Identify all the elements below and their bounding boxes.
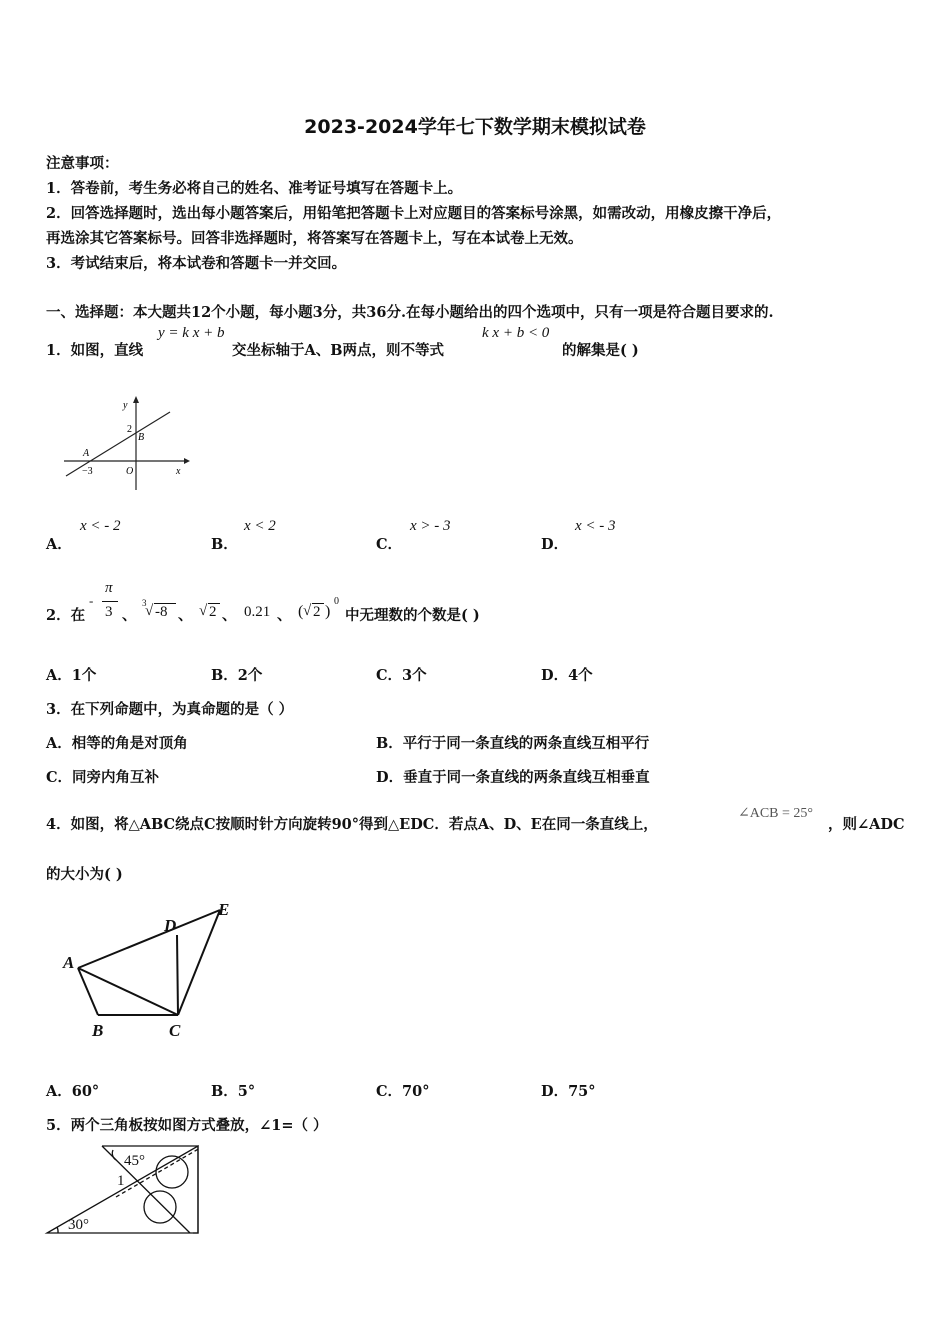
line-DC <box>177 935 178 1015</box>
q1-option-b-letter: B． <box>211 536 238 553</box>
q2-exponent: 0 <box>334 596 339 607</box>
q4-option-a: A．60° <box>46 1083 100 1100</box>
q4-stem-line2: 的大小为( ) <box>46 866 123 883</box>
q1-option-b-math: x < 2 <box>244 518 276 534</box>
q2-option-d: D．4个 <box>541 667 593 684</box>
q1-middle: 交坐标轴于A、B两点，则不等式 <box>232 342 445 359</box>
angle-30-arc <box>57 1227 58 1233</box>
q3-stem: 3．在下列命题中，为真命题的是（ ） <box>46 701 294 718</box>
q1-option-a-letter: A． <box>46 536 72 553</box>
q1-formula-inequality: k x + b < 0 <box>482 325 550 341</box>
q2-minus: - <box>89 593 94 608</box>
line-AE <box>78 910 220 968</box>
y-axis-arrow <box>133 396 139 403</box>
q3-option-c: C．同旁内角互补 <box>46 769 160 786</box>
q5-stem: 5．两个三角板按如图方式叠放，∠1=（ ） <box>46 1117 328 1134</box>
q2-paren-sqrt-arg: 2 <box>313 604 321 620</box>
label-A: A <box>83 448 90 459</box>
q1-suffix: 的解集是( ) <box>562 342 639 359</box>
q4-figure <box>56 895 246 1045</box>
q2-paren-close: ) <box>325 603 331 620</box>
q2-cbrt-arg: -8 <box>155 604 168 620</box>
q2-option-a: A．1个 <box>46 667 97 684</box>
q1-formula-line: y = k x + b <box>158 325 225 341</box>
q2-sep2: 、 <box>178 607 193 624</box>
notice-item-2: 2．回答选择题时，选出每小题答案后，用铅笔把答题卡上对应题目的答案标号涂黑，如需改动，用橡皮擦干净后， <box>46 205 782 222</box>
circle-bottom <box>144 1191 176 1223</box>
label-A: A <box>63 953 75 972</box>
q2-sep3: 、 <box>222 607 237 624</box>
radical-icon: √ <box>145 603 154 619</box>
q1-prefix: 1．如图，直线 <box>46 342 144 359</box>
q2-option-c: C．3个 <box>376 667 427 684</box>
label-30: 30° <box>68 1217 89 1233</box>
label-45: 45° <box>124 1153 145 1169</box>
q3-option-a: A．相等的角是对顶角 <box>46 735 188 752</box>
label-B: B <box>138 432 145 443</box>
q1-option-c-letter: C． <box>376 536 403 553</box>
q2-pi: π <box>105 580 113 596</box>
q1-option-d-math: x < - 3 <box>575 518 616 534</box>
label-2: 2 <box>127 424 132 435</box>
q1-graph <box>56 390 192 496</box>
q4-angle-formula: ∠ACB = 25° <box>738 806 814 821</box>
q2-paren-open: ( <box>298 603 304 620</box>
label-O: O <box>126 466 134 477</box>
q3-option-b: B．平行于同一条直线的两条直线互相平行 <box>376 735 650 752</box>
q1-option-d-letter: D． <box>541 536 569 553</box>
notice-item-3: 3．考试结束后，将本试卷和答题卡一并交回。 <box>46 255 347 272</box>
page-title: 2023-2024学年七下数学期末模拟试卷 <box>304 116 646 138</box>
x-axis-label: x <box>176 466 181 477</box>
radical-icon: √ <box>303 603 312 619</box>
q2-fraction-bar <box>102 601 118 602</box>
q4-option-d: D．75° <box>541 1083 596 1100</box>
q2-sep4: 、 <box>277 607 292 624</box>
q2-suffix: 中无理数的个数是( ) <box>345 607 480 624</box>
label-1: 1 <box>117 1173 125 1189</box>
label-D: D <box>164 916 177 935</box>
label-neg3: −3 <box>82 466 93 477</box>
q2-decimal: 0.21 <box>244 604 271 620</box>
q2-option-b: B．2个 <box>211 667 263 684</box>
line-AC <box>78 968 178 1015</box>
notice-heading: 注意事项： <box>46 155 119 172</box>
q4-option-c: C．70° <box>376 1083 430 1100</box>
q3-option-d: D．垂直于同一条直线的两条直线互相垂直 <box>376 769 650 786</box>
q1-option-c-math: x > - 3 <box>410 518 451 534</box>
q2-prefix: 2．在 <box>46 607 86 624</box>
q2-denominator: 3 <box>105 604 113 620</box>
q5-figure <box>44 1142 204 1238</box>
notice-item-2-cont: 再选涂其它答案标号。回答非选择题时，将答案写在答题卡上，写在本试卷上无效。 <box>46 230 583 247</box>
q2-sqrt-arg: 2 <box>209 604 217 620</box>
q4-stem: 4．如图，将△ABC绕点C按顺时针方向旋转90°得到△EDC．若点A、D、E在同一条直线上， <box>46 816 658 833</box>
label-B: B <box>92 1021 104 1040</box>
q4-stem-end: ，则∠ADC <box>828 816 905 833</box>
q2-cbrt-index: 3 <box>142 598 147 608</box>
label-E: E <box>218 900 230 919</box>
label-C: C <box>169 1021 181 1040</box>
line-EC <box>178 910 220 1015</box>
q4-option-b: B．5° <box>211 1083 256 1100</box>
y-axis-label: y <box>123 400 128 411</box>
section-heading: 一、选择题：本大题共12个小题，每小题3分，共36分.在每小题给出的四个选项中，只有一项是符合题目要求的. <box>46 304 774 321</box>
notice-item-1: 1．答卷前，考生务必将自己的姓名、准考证号填写在答题卡上。 <box>46 180 463 197</box>
radical-icon: √ <box>199 603 208 619</box>
x-axis-arrow <box>184 458 190 464</box>
q1-option-a-math: x < - 2 <box>80 518 121 534</box>
q2-sep1: 、 <box>122 607 137 624</box>
